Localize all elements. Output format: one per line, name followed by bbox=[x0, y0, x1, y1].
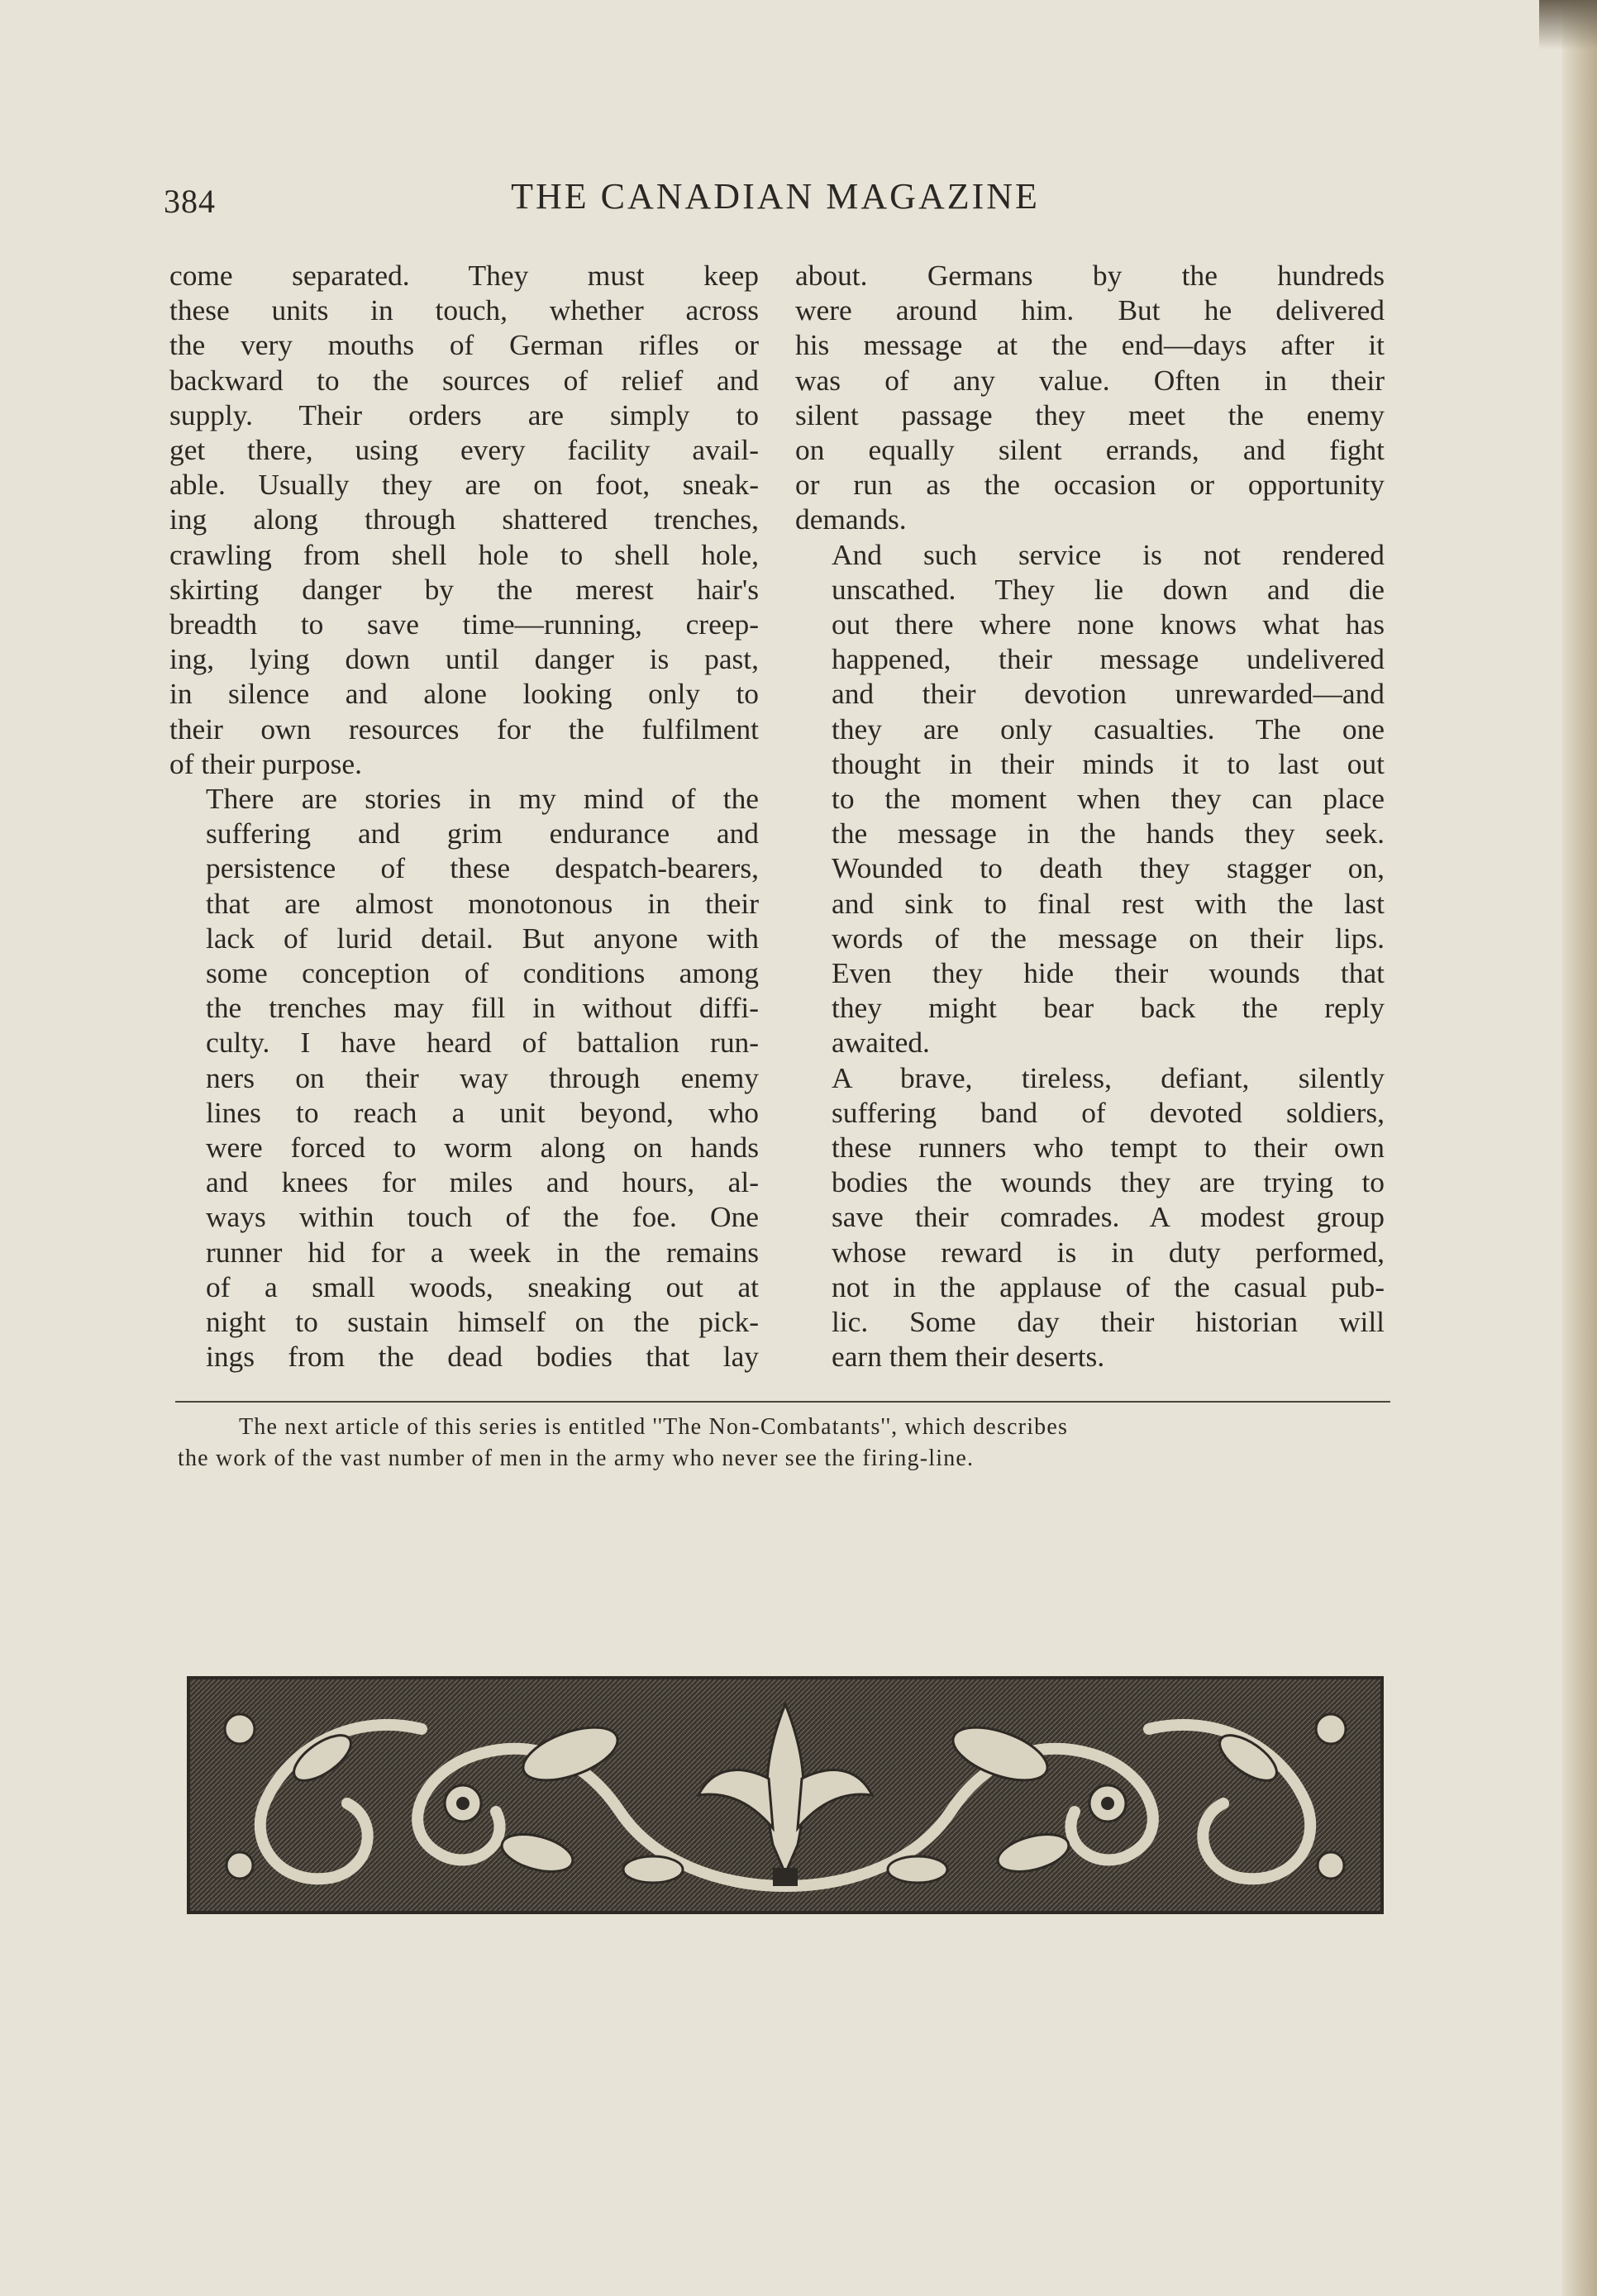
text-line: culty. I have heard of battalion run- bbox=[206, 1026, 759, 1060]
text-line: to the moment when they can place bbox=[832, 782, 1385, 816]
text-line: on equally silent errands, and fight bbox=[795, 433, 1385, 467]
text-line: skirting danger by the merest hair's bbox=[169, 572, 759, 606]
text-line: happened, their message undelivered bbox=[832, 642, 1385, 676]
text-line: come separated. They must keep bbox=[169, 259, 759, 292]
running-title: THE CANADIAN MAGAZINE bbox=[511, 176, 1040, 217]
text-line: demands. bbox=[795, 503, 907, 536]
text-line: they might bear back the reply bbox=[832, 991, 1385, 1025]
left-column bbox=[169, 258, 759, 1374]
page-number: 384 bbox=[164, 183, 216, 220]
text-line: silent passage they meet the enemy bbox=[795, 398, 1385, 431]
text-line: in silence and alone looking only to bbox=[169, 677, 759, 711]
text-line: these units in touch, whether across bbox=[169, 293, 759, 327]
text-line: of a small woods, sneaking out at bbox=[206, 1269, 759, 1303]
text-line: crawling from shell hole to shell hole, bbox=[169, 537, 759, 571]
text-line: persistence of these despatch-bearers, bbox=[206, 851, 759, 885]
text-line: thought in their minds it to last out bbox=[832, 746, 1385, 780]
paragraph bbox=[169, 781, 759, 1374]
text-line: and their devotion unrewarded—and bbox=[832, 677, 1385, 711]
text-line: Even they hide their wounds that bbox=[832, 956, 1385, 990]
page-header bbox=[164, 175, 1387, 225]
text-line: supply. Their orders are simply to bbox=[169, 398, 759, 431]
text-line: able. Usually they are on foot, sneak- bbox=[169, 468, 759, 502]
text-line: runner hid for a week in the remains bbox=[206, 1235, 759, 1269]
text-line: And such service is not rendered bbox=[832, 537, 1385, 571]
text-line: ners on their way through enemy bbox=[206, 1060, 759, 1094]
text-line: ings from the dead bodies that lay bbox=[206, 1340, 759, 1374]
text-line: out there where none knows what has bbox=[832, 607, 1385, 641]
text-line: lack of lurid detail. But anyone with bbox=[206, 921, 759, 955]
footnote-line: the work of the vast number of men in the army who never see the firing-line. bbox=[178, 1446, 975, 1471]
text-line: words of the message on their lips. bbox=[832, 921, 1385, 955]
text-line: ing along through shattered trenches, bbox=[169, 503, 759, 536]
text-line: whose reward is in duty performed, bbox=[832, 1235, 1385, 1269]
page-edge bbox=[1562, 0, 1597, 2296]
text-line: save their comrades. A modest group bbox=[832, 1200, 1385, 1234]
text-line: suffering and grim endurance and bbox=[206, 817, 759, 850]
paragraph bbox=[795, 258, 1385, 537]
text-line: get there, using every facility avail- bbox=[169, 433, 759, 467]
text-line: breadth to save time—running, creep- bbox=[169, 607, 759, 641]
footnote bbox=[178, 1412, 1393, 1474]
text-line: these runners who tempt to their own bbox=[832, 1131, 1385, 1165]
text-line: or run as the occasion or opportunity bbox=[795, 468, 1385, 502]
text-line: were around him. But he delivered bbox=[795, 293, 1385, 327]
text-line: they are only casualties. The one bbox=[832, 712, 1385, 745]
text-line: awaited. bbox=[832, 1026, 930, 1060]
text-line: night to sustain himself on the pick- bbox=[206, 1305, 759, 1339]
decorative-tailpiece bbox=[187, 1676, 1384, 1914]
footnote-divider bbox=[175, 1401, 1390, 1403]
text-line: There are stories in my mind of the bbox=[206, 782, 759, 816]
text-line: suffering band of devoted soldiers, bbox=[832, 1095, 1385, 1129]
text-line: A brave, tireless, defiant, silently bbox=[832, 1060, 1385, 1094]
text-line: ing, lying down until danger is past, bbox=[169, 642, 759, 676]
text-line: unscathed. They lie down and die bbox=[832, 572, 1385, 606]
right-column bbox=[795, 258, 1385, 1374]
paragraph bbox=[795, 1060, 1385, 1374]
text-line: and knees for miles and hours, al- bbox=[206, 1165, 759, 1199]
text-line: of their purpose. bbox=[169, 746, 362, 780]
text-line: bodies the wounds they are trying to bbox=[832, 1165, 1385, 1199]
text-line: their own resources for the fulfilment bbox=[169, 712, 759, 745]
text-line: were forced to worm along on hands bbox=[206, 1131, 759, 1165]
text-line: his message at the end—days after it bbox=[795, 328, 1385, 362]
paragraph bbox=[169, 258, 759, 781]
text-line: lic. Some day their historian will bbox=[832, 1305, 1385, 1339]
text-line: that are almost monotonous in their bbox=[206, 886, 759, 920]
text-line: lines to reach a unit beyond, who bbox=[206, 1095, 759, 1129]
text-line: some conception of conditions among bbox=[206, 956, 759, 990]
text-line: the message in the hands they seek. bbox=[832, 817, 1385, 850]
text-line: not in the applause of the casual pub- bbox=[832, 1269, 1385, 1303]
paragraph bbox=[795, 537, 1385, 1060]
text-line: ways within touch of the foe. One bbox=[206, 1200, 759, 1234]
text-line: was of any value. Often in their bbox=[795, 363, 1385, 397]
text-line: about. Germans by the hundreds bbox=[795, 259, 1385, 292]
text-line: backward to the sources of relief and bbox=[169, 363, 759, 397]
text-line: earn them their deserts. bbox=[832, 1340, 1105, 1374]
text-line: the trenches may fill in without diffi- bbox=[206, 991, 759, 1025]
page-corner-shadow bbox=[1539, 0, 1597, 50]
text-line: and sink to final rest with the last bbox=[832, 886, 1385, 920]
text-line: the very mouths of German rifles or bbox=[169, 328, 759, 362]
acanthus-scroll-ornament bbox=[190, 1679, 1380, 1911]
text-line: Wounded to death they stagger on, bbox=[832, 851, 1385, 885]
footnote-line: The next article of this series is entitled ''The Non-Combatants'', which describes bbox=[239, 1414, 1069, 1440]
